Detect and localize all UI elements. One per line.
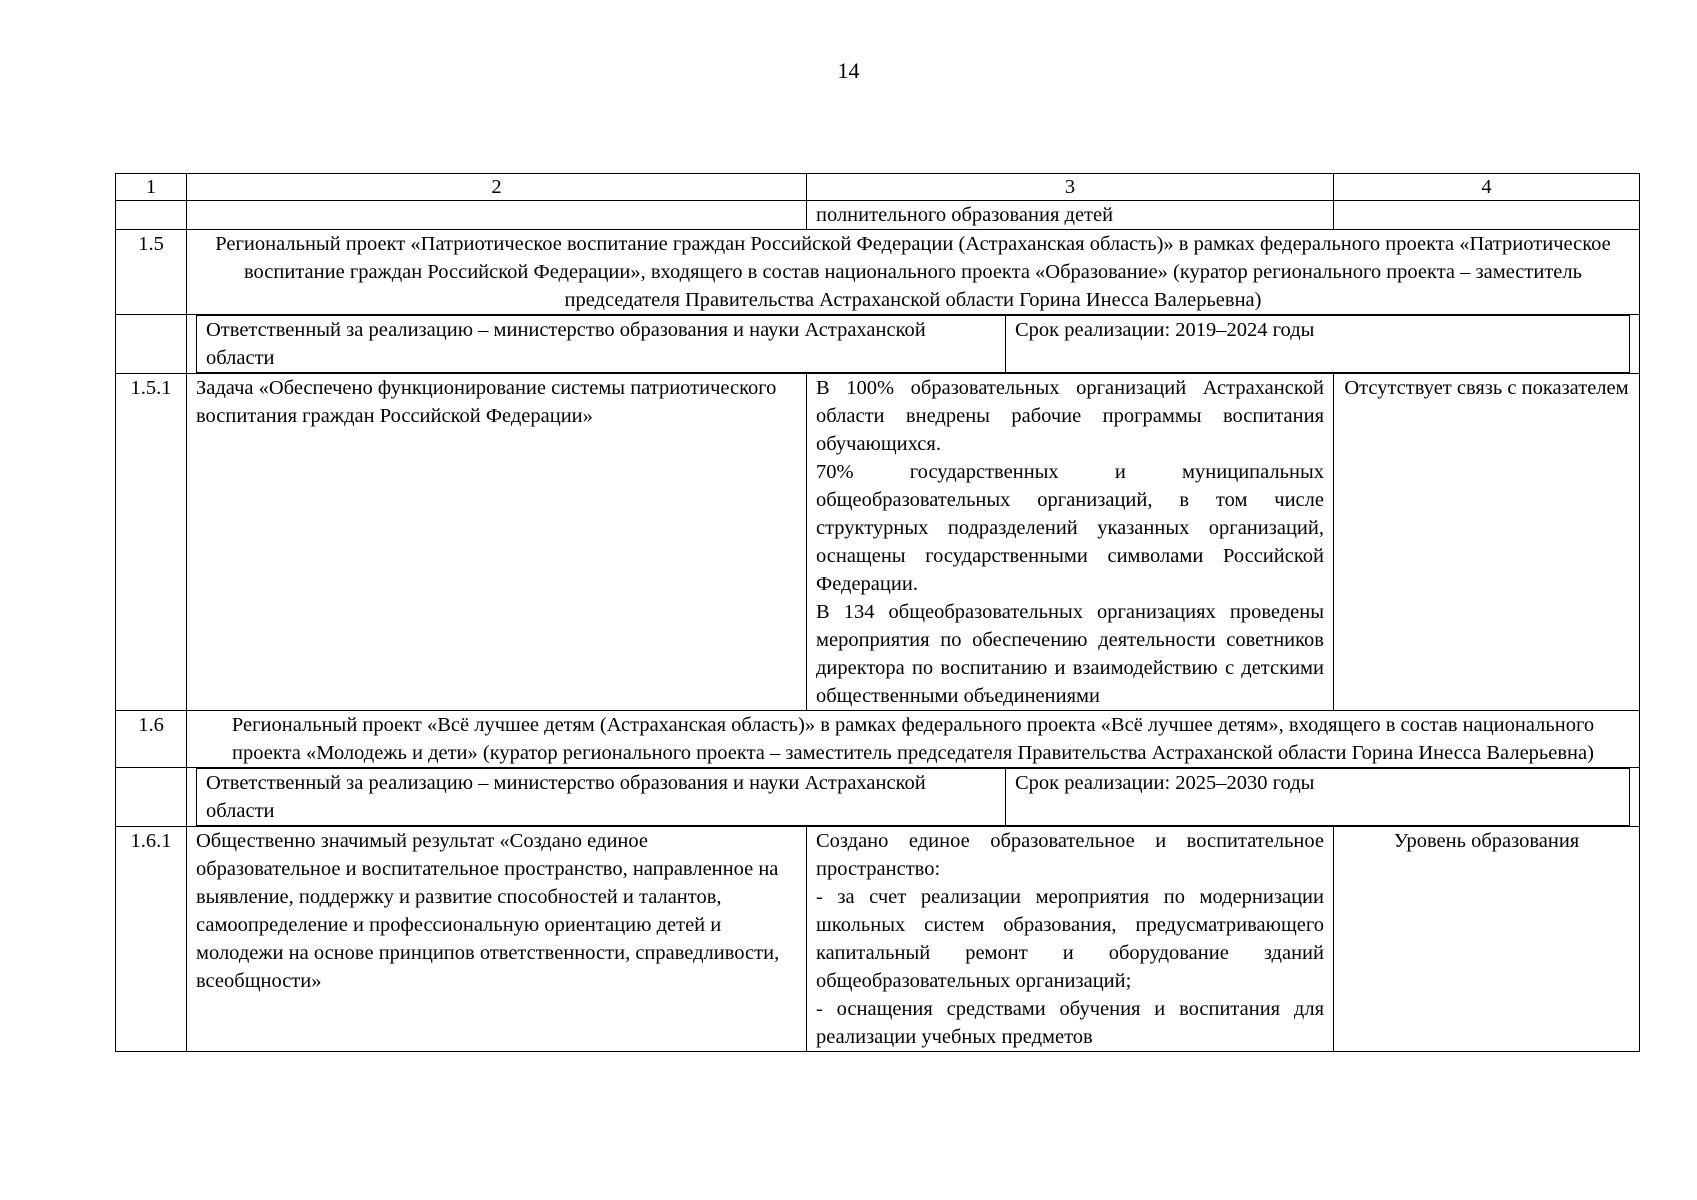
page-number: 14 xyxy=(837,58,860,83)
indicator-link-text: Уровень образования xyxy=(1334,827,1640,1052)
responsible-row-1-5 xyxy=(116,315,1640,374)
period-text: Срок реализации: 2025–2030 годы xyxy=(1006,769,1630,826)
period-text: Срок реализации: 2019–2024 годы xyxy=(1006,316,1630,373)
section-number: 1.6 xyxy=(116,711,187,768)
result-paragraph: Создано единое образовательное и воспитательное пространство: xyxy=(816,830,1324,880)
result-paragraph: - за счет реализации мероприятия по модернизации школьных систем образования, предусматривающего капитальный ремонт и оборудование зданий общеобразовательных организаций; xyxy=(816,886,1324,992)
result-paragraph: 70% государственных и муниципальных общеобразовательных организаций, в том числе структурных подразделений указанных организаций, оснащены государственными символами Российской Федерации. xyxy=(816,461,1324,595)
result-paragraph: В 100% образовательных организаций Астраханской области внедрены рабочие программы воспитания обучающихся. xyxy=(816,377,1324,455)
table-row-1-6-1 xyxy=(116,827,1640,1052)
result-paragraph: - оснащения средствами обучения и воспитания для реализации учебных предметов xyxy=(816,998,1324,1048)
indicator-link-text: Отсутствует связь с показателем xyxy=(1334,374,1640,711)
table-row-1-5-1 xyxy=(116,374,1640,711)
header-col-4: 4 xyxy=(1334,174,1640,201)
program-table xyxy=(115,173,1640,1052)
responsible-text: Ответственный за реализацию – министерство образования и науки Астраханской области xyxy=(197,316,1006,373)
header-col-2: 2 xyxy=(187,174,807,201)
section-number: 1.5 xyxy=(116,230,187,315)
header-row xyxy=(116,174,1640,201)
result-paragraph: В 134 общеобразовательных организациях проведены мероприятия по обеспечению деятельности советников директора по воспитанию и взаимодействию с детскими общественными объединениями xyxy=(816,601,1324,707)
task-text: Задача «Обеспечено функционирование системы патриотического воспитания граждан Российской Федерации» xyxy=(187,374,807,711)
row-number: 1.5.1 xyxy=(116,374,187,711)
continuation-text: полнительного образования детей xyxy=(807,201,1334,230)
continuation-row xyxy=(116,201,1640,230)
row-number: 1.6.1 xyxy=(116,827,187,1052)
results-cell xyxy=(807,374,1334,711)
section-row-1-6 xyxy=(116,711,1640,768)
responsible-row-1-6 xyxy=(116,768,1640,827)
header-col-1: 1 xyxy=(116,174,187,201)
task-text: Общественно значимый результат «Создано единое образовательное и воспитательное пространство, направленное на выявление, поддержку и развитие способностей и талантов, самоопределение и профессиональную ориентацию детей и молодежи на основе принципов ответственности, справедливости, всеобщности» xyxy=(187,827,807,1052)
section-row-1-5 xyxy=(116,230,1640,315)
section-title: Региональный проект «Всё лучшее детям (Астраханская область)» в рамках федерального проекта «Всё лучшее детям», входящего в состав национального проекта «Молодежь и дети» (куратор регионального проекта – заместитель председателя Правительства Астраханской области Горина Инесса Валерьевна) xyxy=(187,711,1640,768)
results-cell xyxy=(807,827,1334,1052)
responsible-text: Ответственный за реализацию – министерство образования и науки Астраханской области xyxy=(197,769,1006,826)
header-col-3: 3 xyxy=(807,174,1334,201)
section-title: Региональный проект «Патриотическое воспитание граждан Российской Федерации (Астраханская область)» в рамках федерального проекта «Патриотическое воспитание граждан Российской Федерации», входящего в состав национального проекта «Образование» (куратор регионального проекта – заместитель председателя Правительства Астраханской области Горина Инесса Валерьевна) xyxy=(187,230,1640,315)
